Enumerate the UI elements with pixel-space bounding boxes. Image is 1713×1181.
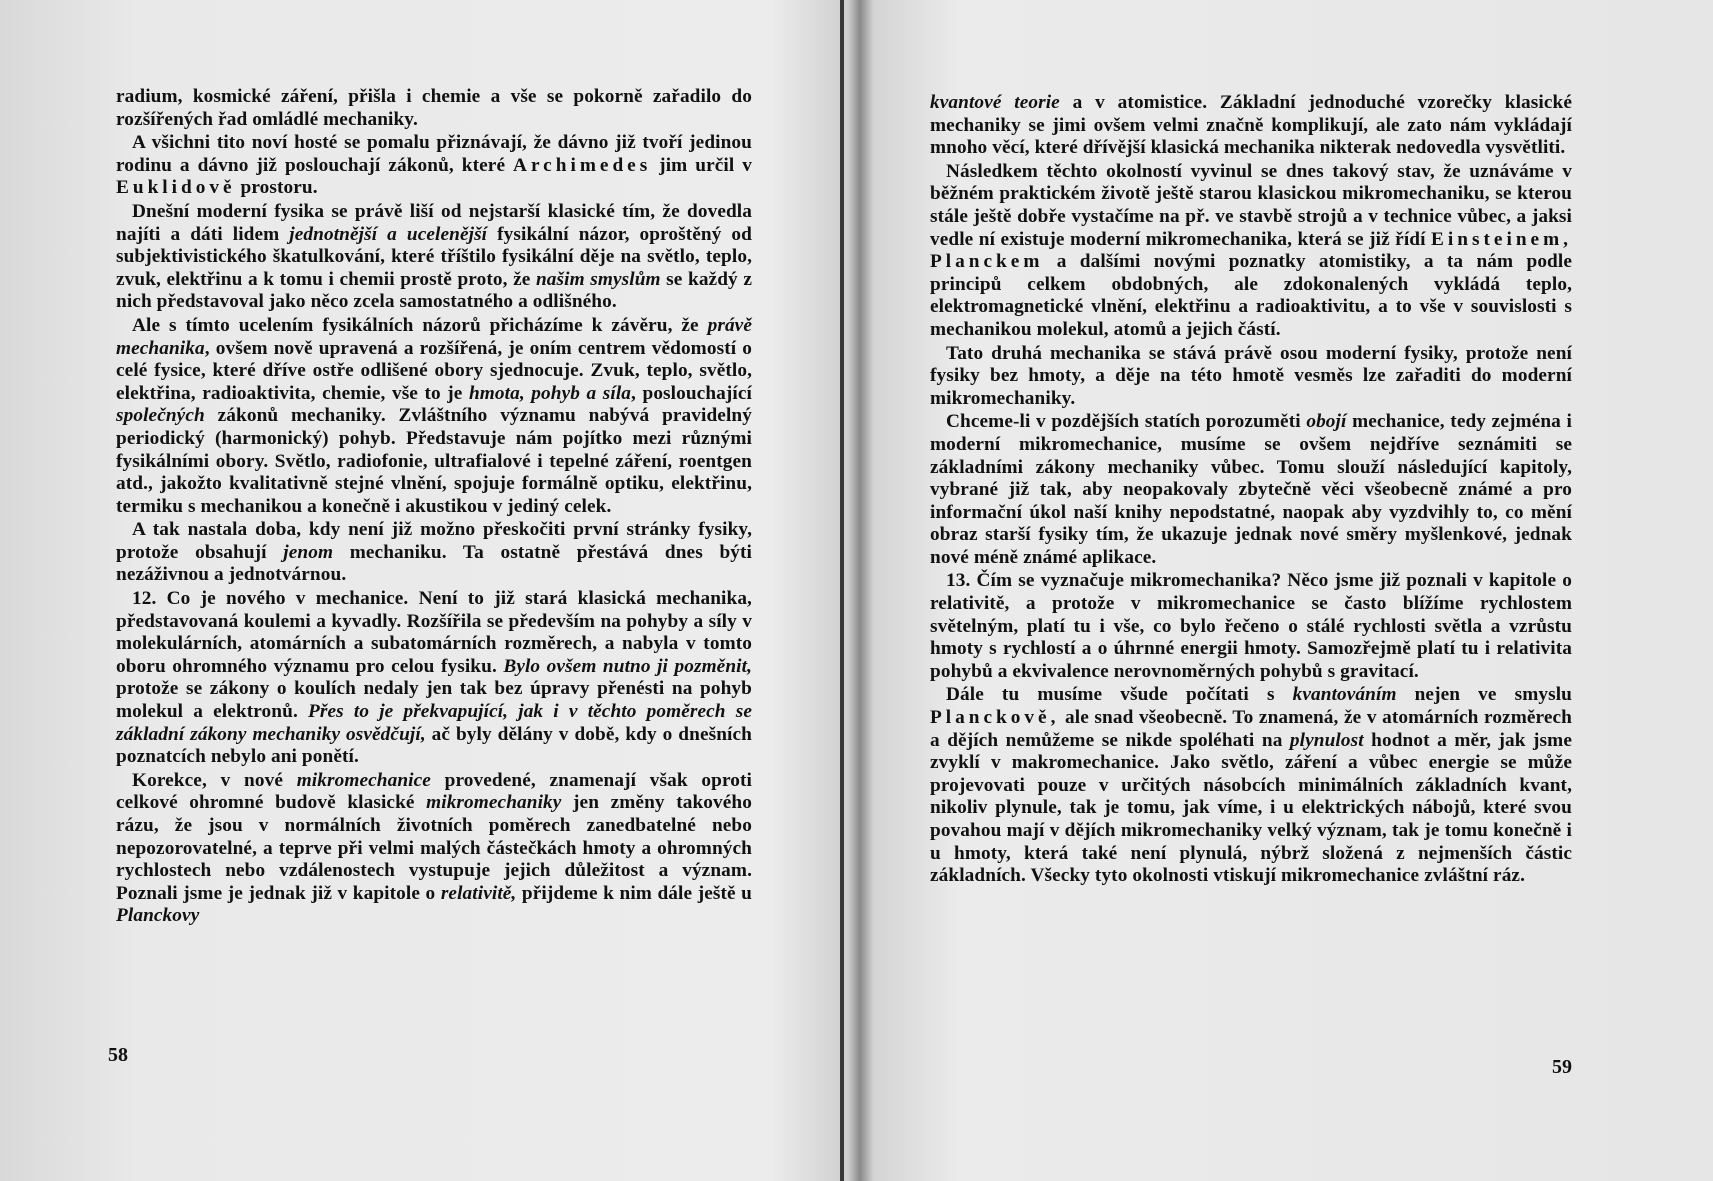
text-run: mechanice, tedy zejména i moderní mikromechanice, musíme se ovšem nejdříve seznámiti se základními zákony mechaniky vůbec. Tomu slouží následující kapitoly, vybrané již tak, aby neopakovaly zbytečně věci všeobecně známé a pro informační úkol naší knihy nepodstatné, naopak aby vyzdvihly to, co mění obraz starší fysiky tím, že ukazuje jednak nové směry myšlenkové, jednak nové méně známé aplikace. [930,411,1572,568]
paragraph [116,201,752,314]
italic-text: plynulost [1289,729,1364,751]
text-run: Tato druhá mechanika se stává právě osou moderní fysiky, protože není fysiky bez hmoty, a děje na této hmotě vesměs lze zařaditi do moderní mikromechaniky. [930,342,1572,409]
page-number: 59 [1552,1056,1572,1078]
spaced-name: Planckově, [930,707,1060,729]
text-run: , ovšem nově upravená a rozšířená, je oním centrem vědomostí o celé fysice, které dříve ostře odlišené obory sjednocuje. Zvuk, teplo, světlo, elektřina, radioaktivita, chemie, vše to je [116,337,752,404]
section-heading: 12. Co je nového v mechanice. [132,588,409,610]
text-run: Korekce, v nové [132,769,297,791]
spaced-name: Archimedes [513,154,652,176]
paragraph [930,411,1572,569]
text-run: protože se zákony o koulích nedaly jen tak bez úpravy přenésti na pohyb molekul a elektronů. [116,678,752,723]
text-run: A všichni tito noví hosté se pomalu přiznávají, že dávno již tvoří jedinou rodinu a dávno již poslouchají zákonů, které [116,132,752,176]
italic-text: našim smyslům [535,268,661,290]
spaced-name: Euklidově [116,177,236,199]
italic-text: obojí [1306,411,1347,433]
paragraph [930,343,1572,411]
italic-text: relativitě, [440,882,517,904]
text-run: Následkem těchto okolností vyvinul se dnes takový stav, že uznáváme v běžném praktickém životě ještě starou klasickou mikromechaniku, se kterou stále ještě dobře vystačíme na př. ve stavbě strojů a v technice vůbec, a jaksi vedle ní existuje moderní mikromechanika, která se již řídí [930,160,1572,250]
paragraph [116,770,752,928]
text-run: zákonů mechaniky. Zvláštního významu nabývá pravidelný periodický (harmonický) pohyb. Představuje nám pojítko mezi různými fysikálními obory. Světlo, radiofonie, ultrafialové i tepelné záření, roentgen atd., jakožto kvalitativně stejné vlnění, spojuje formálně optiku, elektřinu, termiku s mechanikou a konečně i akustikou v jediný celek. [116,405,752,517]
text-run: fysikální názor, oproštěný od subjektivistického škatulkování, které tříštilo fysikální děje na světlo, teplo, zvuk, elektřinu a k tomu i chemii prostě proto, že [116,223,752,290]
text-run: Dnešní moderní fysika se právě liší od nejstarší klasické tím, že dovedla najíti a dáti lidem [116,200,752,245]
text-run: ale snad všeobecně. To znamená, že v atomárních rozměrech a dějích nemůžeme se nikde spoléhati na [930,707,1572,751]
italic-text: společných [116,405,205,427]
paragraph [116,132,752,200]
right-page [846,0,1713,1181]
italic-text: právě mechanika [116,314,752,359]
paragraph [116,315,752,518]
text-run: prostoru. [235,177,318,199]
italic-text: hmota, pohyb a síla [468,382,632,404]
paragraph [930,570,1572,683]
text-run: provedené, znamenají však oproti celkové ohromné budově klasické [116,769,752,814]
italic-text: jednotnější a ucelenější [289,223,488,245]
italic-text: mikromechaniky [426,792,562,814]
text-run: Něco jsme již poznali v kapitole o relativitě, a protože v mikromechanice se často blížíme rychlostem světelným, platí tu i vše, co bylo řečeno o stálé rychlosti světla a vzrůstu hmoty s rychlostí a o úhrnné energii hmoty. Samozřejmě platí tu i relativita pohybů a ekvivalence nerovnoměrných pohybů s gravitací. [930,570,1572,682]
text-run: Není to již stará klasická mechanika, představovaná koulemi a kyvadly. Rozšířila se především na pohyby a síly v molekulárních, atomárních a subatomárních rozměrech, a nabyla v tomto oboru ohromného významu pro celou fysiku. [116,588,752,677]
paragraph [930,161,1572,342]
left-page [0,0,842,1181]
page-number: 58 [108,1044,128,1066]
text-run: hodnot a měr, jak jsme zvyklí v makromechanice. Jako světlo, záření a vůbec energie se může projevovati pouze v určitých násobcích minimálních základních kvant, nikoliv plynule, tak je tomu, jak víme, i u elektrických nábojů, které svou povahou mají v dějích mikromechaniky velký význam, tak je tomu konečně i u hmoty, která také není plynulá, nýbrž složená z nejmenších částic základních. Všecky tyto okolnosti vtiskují mikromechanice zvláštní ráz. [930,729,1572,887]
text-run: nejen ve smyslu [1396,684,1572,706]
paragraph [930,92,1572,160]
text-run: přijdeme k nim dále ještě u [516,882,753,904]
text-run: ač byly dělány v době, kdy o dnešních poznatcích nebylo ani ponětí. [116,723,752,768]
italic-text: Planckovy [116,905,200,927]
text-run: , poslouchající [631,382,752,404]
italic-text: Přes to je překvapující, jak i v těchto poměrech se základní zákony mechaniky osvědčují, [116,701,752,745]
text-run: se každý z nich představoval jako něco zcela samostatného a odlišného. [116,268,753,313]
italic-text: Bylo ovšem nutno ji pozměnit, [503,655,752,677]
text-run: jim určil v [651,154,752,176]
right-page-text [930,92,1572,889]
text-run: a v atomistice. Základní jednoduché vzorečky klasické mechaniky se jimi ovšem velmi značně komplikují, ale zato nám vykládají mnoho věcí, které dřívější klasická mechanika nikterak nedovedla vysvětliti. [930,92,1572,159]
left-page-text [116,86,752,929]
text-run: Chceme-li v pozdějších statích porozuměti [946,411,1307,433]
italic-text: kvantové teorie [930,92,1060,113]
italic-text: kvantováním [1292,684,1397,706]
spaced-name: Einsteinem, [1431,228,1572,250]
italic-text: mikromechanice [296,769,431,791]
text-run: mechaniku. Ta ostatně přestává dnes býti nezáživnou a jednotvárnou. [116,541,752,586]
italic-text: jenom [283,541,334,563]
text-run: jen změny takového rázu, že jsou v normálních životních poměrech zanedbatelné nebo nepozorovatelné, a teprve při velmi malých částečkách hmoty a ohromných rychlostech nebo vzdálenostech vystupuje jejich důležitost a význam. Poznali jsme je jednak již v kapitole o [116,792,752,904]
paragraph [116,588,752,769]
text-run: Ale s tímto ucelením fysikálních názorů přicházíme k závěru, že [132,314,708,336]
paragraph [930,684,1572,887]
spaced-name: Planckem [930,251,1044,273]
section-heading: 13. Čím se vyznačuje mikromechanika? [946,570,1282,592]
text-run: A tak nastala doba, kdy není již možno přeskočiti první stránky fysiky, protože obsahují [116,519,752,563]
text-run: Dále tu musíme všude počítati s [946,684,1293,706]
text-run: a dalšími novými poznatky atomistiky, a ta nám podle principů celkem obdobných, ale zdokonalených vykládá teplo, elektromagnetické vlnění, elektřinu a radioaktivitu, a to vše v souvislosti s mechanikou molekul, atomů a jejich částí. [930,251,1572,340]
paragraph [116,519,752,587]
text-run: radium, kosmické záření, přišla i chemie a vše se pokorně zařadilo do rozšířených řad omládlé mechaniky. [116,86,752,130]
paragraph [116,86,752,131]
